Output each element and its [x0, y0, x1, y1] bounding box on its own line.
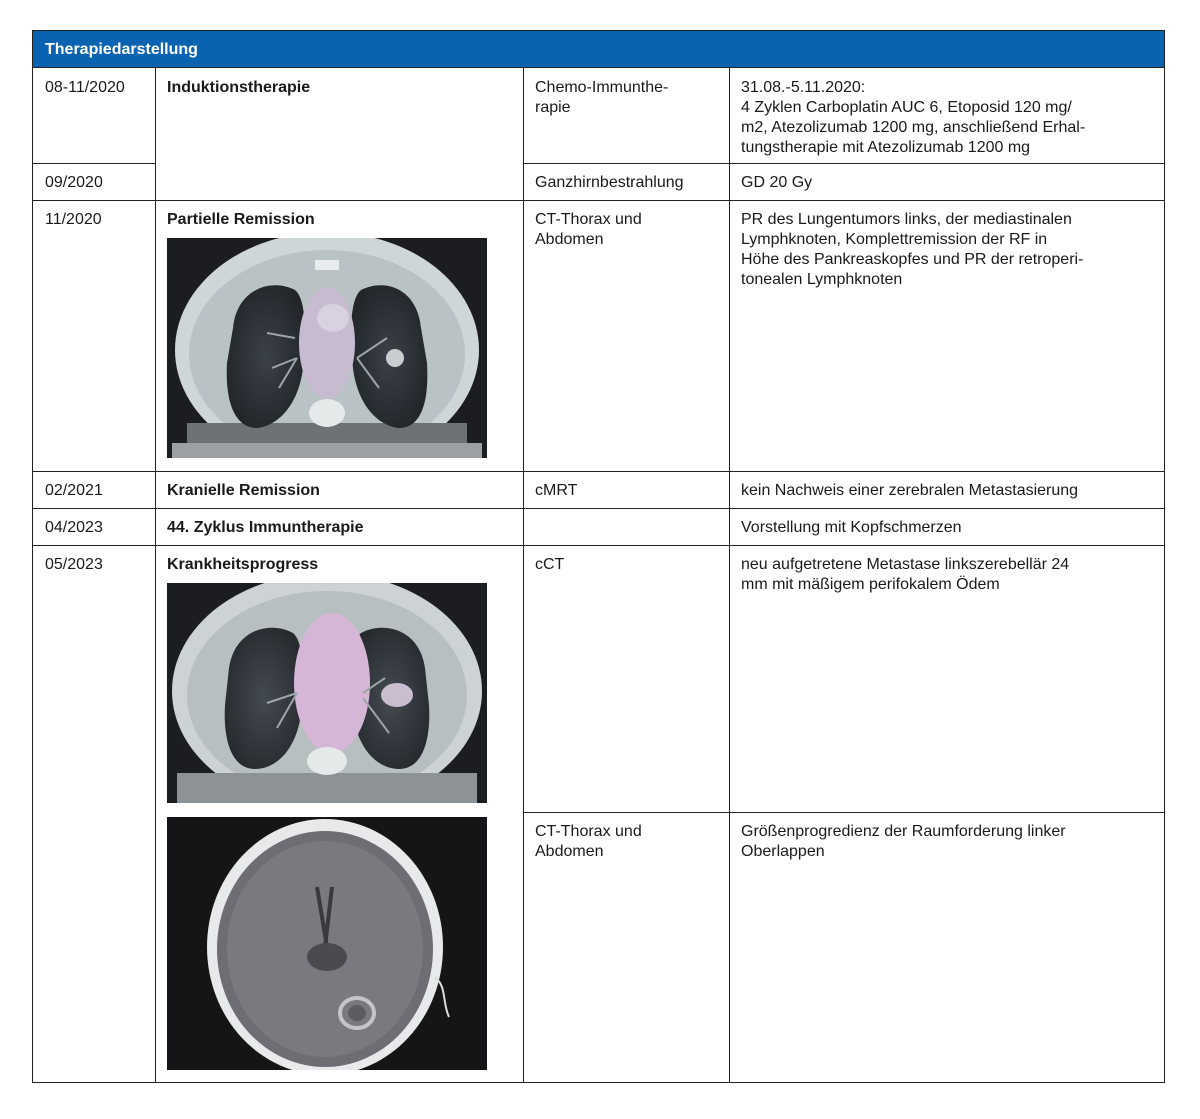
cell-finding: GD 20 Gy — [741, 174, 813, 191]
cell-finding: Größenprogredienz der Raumforderung linker Oberlappen — [741, 823, 1066, 860]
cell-method: cMRT — [535, 482, 578, 499]
cell-date: 08-11/2020 — [45, 79, 125, 96]
cell-finding: 31.08.-5.11.2020: 4 Zyklen Carboplatin AUC 6, Etoposid 120 mg/ m2, Atezolizumab 1200 mg, anschließend Erhal- tungstherapie mit Atezolizumab 1200 mg — [741, 79, 1086, 156]
cell-method: CT-Thorax und Abdomen — [535, 211, 642, 248]
cell-finding: neu aufgetretene Metastase linkszerebellär 24 mm mit mäßigem perifokalem Ödem — [741, 556, 1070, 593]
cell-phase: 44. Zyklus Immuntherapie — [167, 519, 364, 536]
table-title: Therapiedarstellung — [33, 31, 1164, 68]
cell-date: 09/2020 — [45, 174, 103, 191]
cell-phase: Kranielle Remission — [167, 482, 320, 499]
cell-method: Ganzhirnbestrahlung — [535, 174, 684, 191]
ct-thorax-image-1 — [167, 238, 487, 458]
cell-method: Chemo-Immunthe- rapie — [535, 79, 669, 116]
cell-finding: kein Nachweis einer zerebralen Metastasierung — [741, 482, 1079, 499]
cell-method: CT-Thorax und Abdomen — [535, 823, 642, 860]
cct-brain-image — [167, 817, 487, 1070]
cell-phase: Partielle Remission — [167, 211, 315, 228]
therapy-table — [32, 30, 1165, 1083]
cell-phase: Induktionstherapie — [167, 79, 311, 96]
cell-finding: Vorstellung mit Kopfschmerzen — [741, 519, 962, 536]
cell-finding: PR des Lungentumors links, der mediastinalen Lymphknoten, Komplettremission der RF in Höhe des Pankreaskopfes und PR der retroperi- tonealen Lymphknoten — [741, 211, 1084, 288]
cell-date: 11/2020 — [45, 211, 102, 228]
cell-date: 02/2021 — [45, 482, 103, 499]
cell-date: 05/2023 — [45, 556, 103, 573]
cell-method: cCT — [535, 556, 565, 573]
ct-thorax-image-2 — [167, 583, 487, 803]
cell-phase: Krankheitsprogress — [167, 556, 319, 573]
cell-date: 04/2023 — [45, 519, 103, 536]
